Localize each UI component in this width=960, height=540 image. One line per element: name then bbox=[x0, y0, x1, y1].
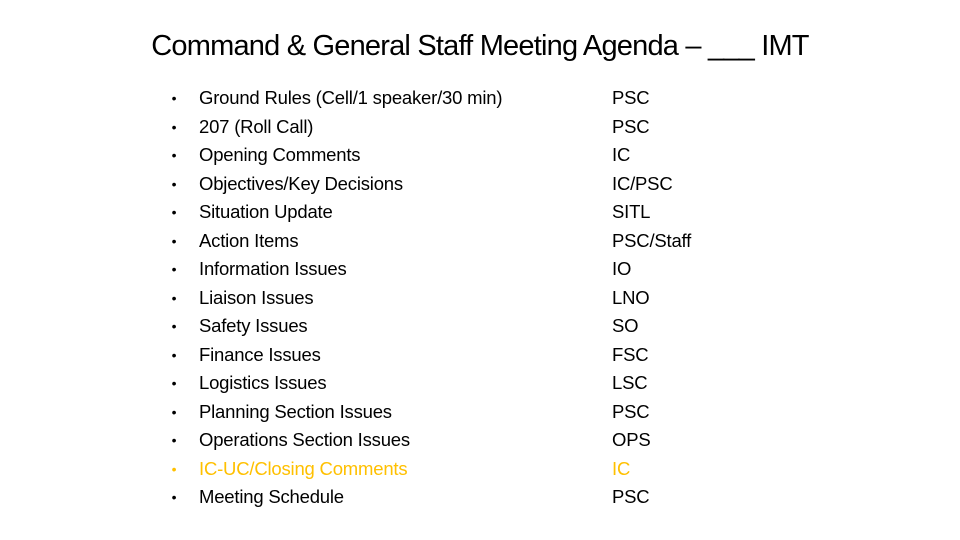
bullet-icon: • bbox=[171, 204, 177, 220]
agenda-owner: IC bbox=[612, 144, 631, 165]
agenda-owner: PSC bbox=[612, 87, 650, 108]
bullet-icon: • bbox=[171, 489, 177, 505]
bullet-icon: • bbox=[171, 346, 177, 363]
agenda-item: Situation Update bbox=[199, 201, 333, 222]
agenda-owner: PSC bbox=[612, 115, 650, 137]
bullet-icon: • bbox=[171, 147, 177, 163]
agenda-owner: IO bbox=[612, 258, 632, 279]
agenda-item: Ground Rules (Cell/1 speaker/30 min) bbox=[199, 87, 503, 108]
bullet-icon: • bbox=[171, 318, 177, 334]
bullet-icon: • bbox=[171, 175, 177, 192]
agenda-item: 207 (Roll Call) bbox=[199, 115, 314, 137]
bullet-icon: • bbox=[171, 432, 177, 448]
agenda-item: Planning Section Issues bbox=[199, 400, 392, 422]
bullet-icon: • bbox=[171, 460, 177, 477]
bullet-icon: • bbox=[171, 403, 177, 420]
agenda-item: Opening Comments bbox=[199, 144, 361, 165]
slide-title: Command & General Staff Meeting Agenda – ___ IMT bbox=[151, 30, 809, 62]
agenda-item: Meeting Schedule bbox=[199, 486, 344, 507]
bullet-icon: • bbox=[171, 375, 177, 391]
agenda-owner: FSC bbox=[612, 343, 649, 365]
agenda-owner: PSC bbox=[612, 486, 650, 507]
bullet-icon: • bbox=[171, 261, 177, 277]
agenda-item: Information Issues bbox=[199, 258, 347, 279]
agenda-owner: IC/PSC bbox=[612, 172, 673, 194]
agenda-owner: LSC bbox=[612, 372, 648, 393]
bullet-icon: • bbox=[171, 90, 177, 106]
agenda-item: Logistics Issues bbox=[199, 372, 327, 393]
agenda-item: Liaison Issues bbox=[199, 286, 314, 308]
agenda-item: IC-UC/Closing Comments bbox=[199, 457, 408, 479]
agenda-item: Objectives/Key Decisions bbox=[199, 172, 403, 194]
bullet-icon: • bbox=[171, 289, 177, 306]
agenda-owner: SO bbox=[612, 315, 639, 336]
bullet-icon: • bbox=[171, 118, 177, 135]
agenda-owner: IC bbox=[612, 457, 631, 479]
agenda-owner: SITL bbox=[612, 201, 651, 222]
agenda-owner: PSC bbox=[612, 400, 650, 422]
agenda-item: Operations Section Issues bbox=[199, 429, 410, 450]
agenda-owner: OPS bbox=[612, 429, 651, 450]
agenda-owner: PSC/Staff bbox=[612, 229, 692, 251]
agenda-item: Finance Issues bbox=[199, 343, 321, 365]
agenda-owner: LNO bbox=[612, 286, 650, 308]
agenda-item: Safety Issues bbox=[199, 315, 308, 336]
bullet-icon: • bbox=[171, 232, 177, 249]
agenda-item: Action Items bbox=[199, 229, 299, 251]
